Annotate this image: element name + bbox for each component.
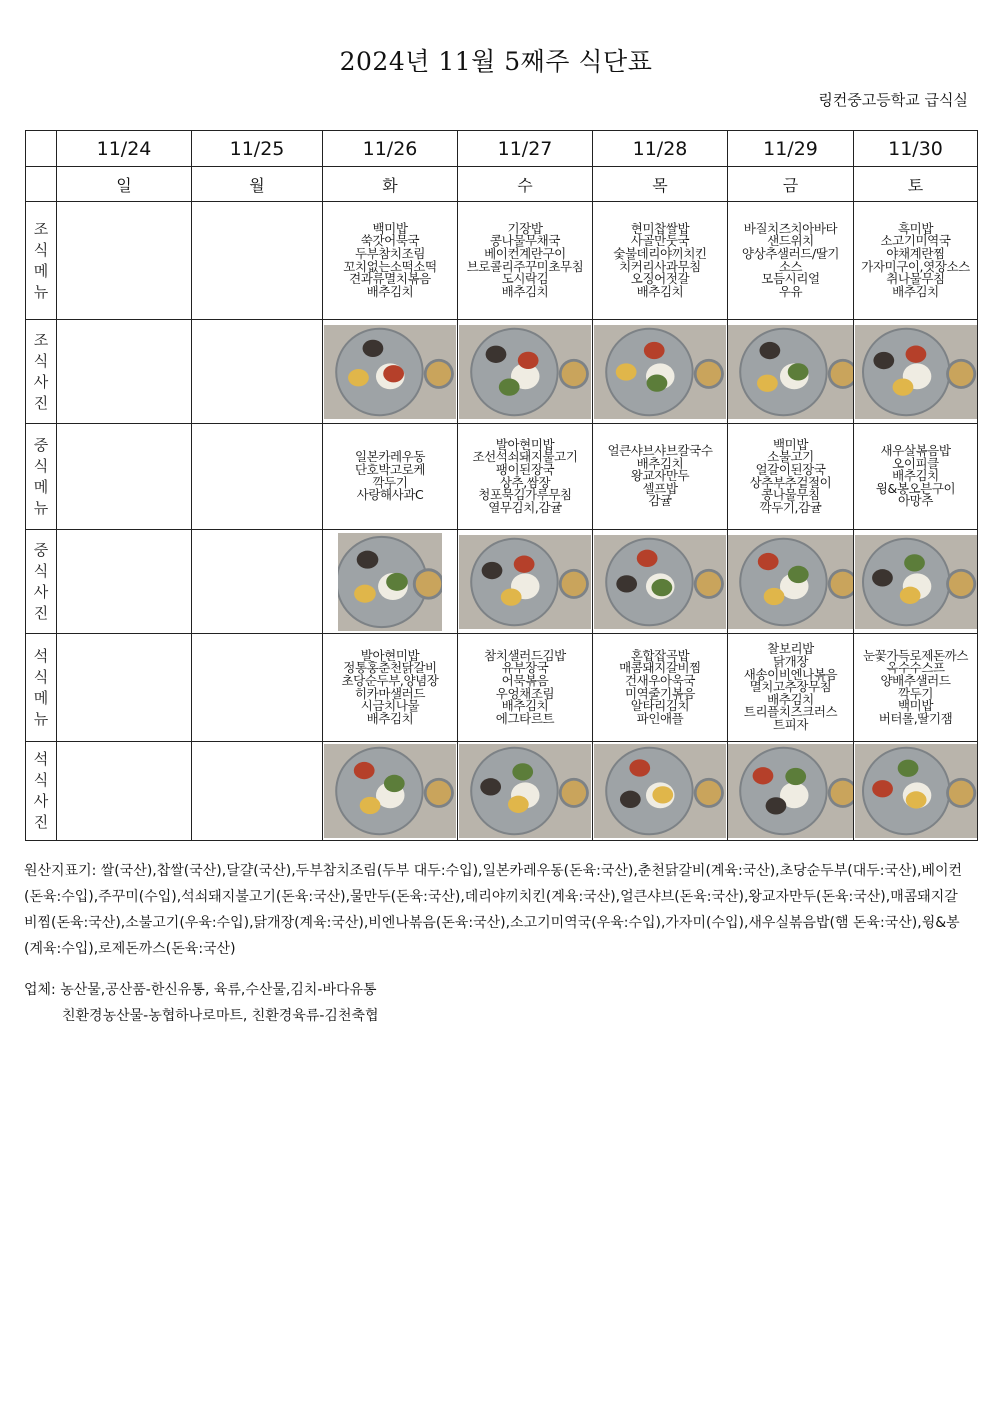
- row-label-char: 식: [33, 456, 49, 475]
- origin-notice: 원산지표기: 쌀(국산),찹쌀(국산),달걀(국산),두부참치조림(두부 대두:수입),일본카레우동(돈육:국산),춘천닭갈비(계육:국산),초당순두부(대두:국산),베이컨(돈육:수입),주꾸미(수입),석쇠돼지불고기(돈육:국산),물만두(돈육:국산),데리야끼치킨(계육:국산),얼큰샤브(돈육:국산),왕교자만두(돈육:국산),매콤돼지갈비찜(돈육:국산),소불고기(우육:수입),닭개장(계육:국산),비엔나볶음(돈육:국산),소고기미역국(우육:수입),가자미(수입),새우실볶음밥(햄 돈육:국산),윙&봉(계육:수입),로제돈까스(돈육:국산): [24, 863, 963, 957]
- menu-item: 소고기미역국: [880, 233, 951, 249]
- date-header: 11/24: [57, 131, 192, 167]
- row-label-char: 메: [33, 688, 49, 707]
- menu-item: 초당순두부,양념장: [341, 672, 439, 688]
- menu-item: 상추,쌈장: [499, 474, 551, 490]
- menu-item: 왕교자만두: [630, 468, 690, 484]
- menu-item: 옥수수스프: [886, 660, 945, 676]
- weekday-header: 금: [728, 167, 854, 202]
- row-label-char: 식: [33, 561, 49, 580]
- row-label: [26, 202, 57, 320]
- meal-photo-frame: [728, 742, 853, 840]
- meal-photo: [459, 325, 591, 419]
- row-label-char: 중: [33, 435, 49, 454]
- menu-cell: [57, 634, 192, 742]
- menu-cell: [728, 202, 854, 320]
- menu-cell: [192, 202, 323, 320]
- menu-cell: [458, 202, 593, 320]
- weekday-header: 월: [192, 167, 323, 202]
- meal-photo-frame: [593, 530, 727, 633]
- menu-item: 팽이된장국: [495, 461, 555, 477]
- menu-cell: [323, 202, 458, 320]
- menu-item: 백미밥: [772, 436, 809, 452]
- menu-item: 가자미구이,엿장소스: [861, 258, 970, 274]
- menu-item: 배추김치: [636, 283, 684, 299]
- row-label-char: 사: [33, 582, 49, 601]
- menu-item: 소스: [778, 258, 803, 274]
- menu-item: 윙&봉오븐구이: [875, 480, 956, 496]
- corner-cell: [26, 167, 57, 202]
- menu-item: 새송이비엔나볶음: [743, 666, 838, 682]
- row-label-char: 뉴: [33, 282, 49, 301]
- meal-photo-frame: [323, 530, 457, 633]
- menu-cell: [323, 424, 458, 530]
- meal-photo: [324, 744, 456, 838]
- meal-photo-frame: [323, 742, 457, 840]
- menu-item: 백미밥: [372, 220, 408, 236]
- photo-cell: [593, 320, 728, 424]
- menu-item: 바질치즈치아바타: [743, 220, 838, 236]
- row-label-char: 석: [33, 646, 49, 665]
- menu-cell: [854, 202, 978, 320]
- row-label-char: 석: [33, 750, 49, 768]
- photo-cell: [458, 742, 593, 841]
- menu-item: 정통홍춘천닭갈비: [343, 660, 437, 676]
- menu-item: 매콤돼지갈비찜: [619, 660, 701, 676]
- photo-cell: [854, 742, 978, 841]
- row-label-char: 뉴: [33, 498, 49, 517]
- meal-photo: [338, 533, 442, 631]
- row-label: [26, 742, 57, 841]
- menu-cell: [57, 202, 192, 320]
- menu-item: 모듬시리얼: [761, 271, 820, 287]
- menu-item: 새우살볶음밥: [880, 443, 951, 459]
- menu-item: 유부장국: [501, 660, 549, 676]
- row-label-char: 사: [33, 372, 49, 391]
- menu-cell: [458, 424, 593, 530]
- row-label-char: 진: [33, 813, 49, 831]
- date-header: 11/27: [458, 131, 593, 167]
- photo-cell: [57, 320, 192, 424]
- menu-item: 일본카레우동: [354, 449, 426, 465]
- menu-item: 양상추샐러드/딸기: [741, 245, 840, 261]
- menu-item: 단호박고로케: [354, 461, 426, 477]
- menu-item: 셀프밥: [642, 480, 678, 496]
- menu-item: 사골만둣국: [630, 233, 690, 249]
- meal-photo-frame: [728, 530, 853, 633]
- meal-photo: [728, 535, 853, 629]
- photo-cell: [192, 320, 323, 424]
- menu-item: 얼갈이된장국: [755, 461, 826, 477]
- menu-item: 꼬치없는소떡소떡: [343, 258, 437, 274]
- menu-item: 배추김치: [892, 283, 939, 299]
- menu-item: 취나물무침: [886, 271, 945, 287]
- weekday-header: 수: [458, 167, 593, 202]
- meal-photo: [855, 535, 977, 629]
- menu-cell: [192, 424, 323, 530]
- meal-photo-frame: [854, 742, 977, 840]
- photo-cell: [323, 530, 458, 634]
- menu-cell: [854, 424, 978, 530]
- row-label-char: 식: [33, 667, 49, 686]
- menu-cell: [728, 424, 854, 530]
- menu-item: 배추김치: [892, 468, 939, 484]
- vendor-line: 친환경농산물-농협하나로마트, 친환경육류-김천축협: [62, 1008, 379, 1024]
- menu-item: 양배추샐러드: [880, 672, 951, 688]
- menu-cell: [854, 634, 978, 742]
- photo-cell: [323, 742, 458, 841]
- menu-item: 에그타르트: [495, 710, 555, 726]
- menu-item: 참치샐러드김밥: [484, 647, 566, 663]
- photo-cell: [192, 742, 323, 841]
- date-row: [26, 131, 978, 167]
- menu-item: 알타리김치: [630, 698, 690, 714]
- menu-item: 깍두기: [897, 685, 934, 701]
- menu-item: 배추김치: [366, 283, 414, 299]
- menu-item: 우유: [778, 283, 803, 299]
- meal-photo-frame: [593, 742, 727, 840]
- menu-item: 콩나물무침: [761, 487, 820, 503]
- meal-photo: [855, 744, 977, 838]
- row-label: [26, 634, 57, 742]
- vendor-line: 업체: 농산물,공산품-한신유통, 육류,수산물,김치-바다유통: [24, 982, 377, 998]
- meal-photo-frame: [728, 320, 853, 423]
- lunch-photo-row: [26, 530, 978, 634]
- meal-photo-frame: [854, 530, 977, 633]
- row-label-char: 뉴: [33, 709, 49, 728]
- menu-item: 우엉채조림: [495, 685, 555, 701]
- date-header: 11/29: [728, 131, 854, 167]
- menu-item: 배추김치: [501, 283, 549, 299]
- menu-item: 닭개장: [772, 654, 809, 670]
- menu-item: 트피자: [772, 716, 809, 732]
- menu-item: 버터롤,딸기잼: [878, 710, 953, 726]
- menu-item: 흑미밥: [897, 220, 934, 236]
- weekday-header: 화: [323, 167, 458, 202]
- menu-cell: [593, 424, 728, 530]
- meal-photo: [594, 535, 726, 629]
- menu-item: 견과류멸치볶음: [349, 271, 431, 287]
- menu-item: 조선석쇠돼지불고기: [472, 449, 578, 465]
- meal-photo-frame: [458, 742, 592, 840]
- date-header: 11/25: [192, 131, 323, 167]
- menu-item: 오이피클: [892, 455, 939, 471]
- menu-item: 배추김치: [767, 691, 814, 707]
- menu-item: 숯불데리야끼치킨: [613, 245, 707, 261]
- menu-item: 눈꽃가득로제돈까스: [862, 647, 969, 663]
- meal-photo-frame: [323, 320, 457, 423]
- date-header: 11/26: [323, 131, 458, 167]
- meal-photo: [728, 325, 853, 419]
- menu-item: 파인애플: [636, 710, 684, 726]
- page-title: 2024년 11월 5째주 식단표: [339, 47, 653, 76]
- date-header: 11/28: [593, 131, 728, 167]
- menu-item: 배추김치: [501, 698, 549, 714]
- row-label: [26, 424, 57, 530]
- row-label-char: 중: [33, 540, 49, 559]
- meal-photo: [459, 744, 591, 838]
- weekday-header: 일: [57, 167, 192, 202]
- photo-cell: [458, 320, 593, 424]
- menu-item: 배추김치: [366, 710, 414, 726]
- photo-cell: [57, 742, 192, 841]
- photo-cell: [854, 320, 978, 424]
- menu-item: 브로콜리주꾸미초무침: [466, 258, 584, 274]
- breakfast-menu-row: [26, 202, 978, 320]
- meal-photo-frame: [458, 320, 592, 423]
- menu-item: 트리플치즈크러스: [743, 704, 838, 720]
- photo-cell: [57, 530, 192, 634]
- row-label: [26, 530, 57, 634]
- lunch-menu-row: [26, 424, 978, 530]
- row-label-char: 조: [33, 330, 49, 349]
- row-label: [26, 320, 57, 424]
- menu-item: 청포묵김가루무침: [478, 487, 572, 503]
- row-label-char: 메: [33, 477, 49, 496]
- menu-item: 배추김치: [636, 455, 684, 471]
- menu-item: 쑥갓어묵국: [360, 233, 420, 249]
- menu-cell: [458, 634, 593, 742]
- menu-item: 치커리사과무침: [619, 258, 701, 274]
- weekday-header: 목: [593, 167, 728, 202]
- menu-item: 아망추: [897, 493, 934, 509]
- row-label-char: 식: [33, 240, 49, 259]
- meal-photo-frame: [593, 320, 727, 423]
- menu-cell: [57, 424, 192, 530]
- photo-cell: [458, 530, 593, 634]
- menu-item: 열무김치,감귤: [488, 499, 562, 515]
- meal-photo-frame: [458, 530, 592, 633]
- row-label-char: 식: [33, 351, 49, 370]
- menu-item: 멸치고추장무침: [749, 679, 832, 695]
- meal-photo: [855, 325, 977, 419]
- meal-photo-frame: [854, 320, 977, 423]
- school-name: 링컨중고등학교 급식실: [818, 91, 968, 109]
- dinner-photo-row: [26, 742, 978, 841]
- meal-photo: [324, 325, 456, 419]
- menu-item: 어묵볶음: [501, 672, 549, 688]
- menu-item: 현미찹쌀밥: [630, 220, 690, 236]
- photo-cell: [728, 530, 854, 634]
- menu-item: 샌드위치: [767, 233, 814, 249]
- menu-item: 백미밥: [897, 698, 934, 714]
- row-label-char: 진: [33, 393, 49, 412]
- menu-item: 시금치나물: [360, 698, 420, 714]
- meal-photo: [459, 535, 591, 629]
- photo-cell: [593, 530, 728, 634]
- meal-table: [25, 130, 978, 841]
- photo-cell: [192, 530, 323, 634]
- menu-cell: [593, 202, 728, 320]
- menu-item: 건새우아욱국: [624, 672, 696, 688]
- menu-item: 얼큰샤브샤브칼국수: [607, 443, 713, 459]
- menu-item: 깍두기: [372, 474, 408, 490]
- menu-item: 혼합잡곡밥: [630, 647, 690, 663]
- menu-cell: [192, 634, 323, 742]
- menu-item: 발아현미밥: [360, 647, 420, 663]
- menu-item: 감귤: [648, 493, 672, 509]
- menu-item: 콩나물무채국: [489, 233, 561, 249]
- weekday-row: [26, 167, 978, 202]
- breakfast-photo-row: [26, 320, 978, 424]
- menu-item: 베이컨계란구이: [484, 245, 566, 261]
- photo-cell: [593, 742, 728, 841]
- menu-item: 히카마샐러드: [354, 685, 426, 701]
- dinner-menu-row: [26, 634, 978, 742]
- menu-item: 사랑해사과C: [356, 487, 424, 503]
- row-label-char: 조: [33, 219, 49, 238]
- menu-item: 미역줄기볶음: [624, 685, 696, 701]
- menu-cell: [728, 634, 854, 742]
- photo-cell: [323, 320, 458, 424]
- photo-cell: [728, 320, 854, 424]
- menu-item: 야채계란찜: [886, 245, 945, 261]
- corner-cell: [26, 131, 57, 167]
- photo-cell: [728, 742, 854, 841]
- meal-photo: [594, 744, 726, 838]
- menu-item: 오징어젓갈: [630, 271, 690, 287]
- date-header: 11/30: [854, 131, 978, 167]
- menu-cell: [593, 634, 728, 742]
- menu-item: 기장밥: [507, 220, 543, 236]
- menu-item: 두부참치조림: [354, 245, 426, 261]
- row-label-char: 메: [33, 261, 49, 280]
- menu-item: 찰보리밥: [767, 641, 814, 657]
- menu-item: 도시락김: [501, 271, 549, 287]
- menu-item: 발아현미밥: [495, 436, 555, 452]
- photo-cell: [854, 530, 978, 634]
- row-label-char: 진: [33, 603, 49, 622]
- row-label-char: 식: [33, 771, 49, 789]
- menu-cell: [323, 634, 458, 742]
- weekday-header: 토: [854, 167, 978, 202]
- row-label-char: 사: [33, 792, 49, 810]
- menu-item: 깍두기,감귤: [759, 499, 822, 515]
- menu-item: 소불고기: [767, 449, 814, 465]
- menu-item: 상추부추겉절이: [749, 474, 832, 490]
- meal-photo: [594, 325, 726, 419]
- vendor-notice: [24, 977, 970, 1029]
- meal-photo: [728, 744, 853, 838]
